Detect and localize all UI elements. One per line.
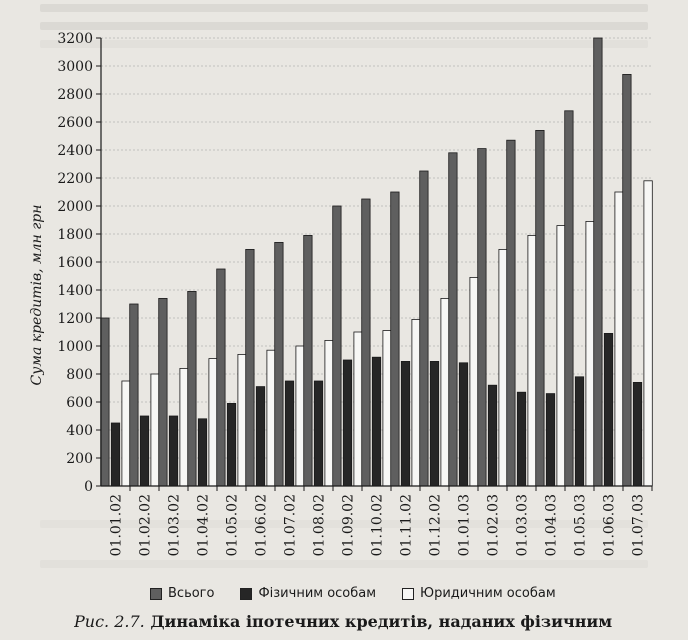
x-tick-label: 01.06.03: [601, 494, 618, 557]
y-tick-label: 2400: [57, 143, 93, 159]
legend-swatch-individuals: [240, 588, 252, 600]
y-tick-label: 2000: [57, 199, 93, 215]
x-tick-label: 01.10.02: [369, 494, 386, 557]
bar-legal: [441, 298, 449, 486]
x-tick-label: 01.09.02: [340, 494, 357, 557]
bar-individuals: [111, 423, 119, 486]
figure-caption: [74, 612, 674, 640]
bar-legal: [412, 319, 420, 486]
bar-legal: [586, 221, 594, 486]
caption-label: Рис. 2.7.: [74, 612, 145, 631]
bar-legal: [267, 350, 275, 486]
bar-total: [304, 235, 312, 486]
bar-total: [188, 291, 196, 486]
x-tick-label: 01.04.02: [195, 494, 212, 557]
y-tick-label: 1800: [57, 227, 93, 243]
bar-legal: [499, 249, 507, 486]
bar-legal: [180, 368, 188, 486]
y-tick-label: 800: [66, 367, 93, 383]
bar-total: [507, 140, 515, 486]
bar-legal: [151, 374, 159, 486]
y-tick-label: 1400: [57, 283, 93, 299]
legend-item-individuals: [240, 586, 376, 601]
bar-individuals: [343, 360, 351, 486]
bar-total: [159, 298, 167, 486]
bar-individuals: [372, 357, 380, 486]
x-tick-label: 01.01.02: [108, 494, 125, 557]
y-tick-label: 3000: [57, 59, 93, 75]
bar-total: [594, 38, 602, 486]
legend-item-total: [150, 586, 214, 601]
y-tick-label: 2200: [57, 171, 93, 187]
bar-individuals: [604, 333, 612, 486]
x-tick-label: 01.01.03: [456, 494, 473, 557]
bar-legal: [122, 381, 130, 486]
x-tick-label: 01.12.02: [427, 494, 444, 557]
bar-individuals: [285, 381, 293, 486]
bar-total: [130, 304, 138, 486]
bar-total: [101, 318, 109, 486]
bar-individuals: [401, 361, 409, 486]
bar-legal: [209, 359, 217, 486]
y-tick-label: 1600: [57, 255, 93, 271]
bar-legal: [354, 332, 362, 486]
bar-legal: [644, 181, 652, 486]
bar-total: [246, 249, 254, 486]
bar-individuals: [314, 381, 322, 486]
bar-individuals: [459, 363, 467, 486]
x-axis-ticks: [109, 486, 653, 556]
bar-total: [333, 206, 341, 486]
bar-total: [420, 171, 428, 486]
bar-individuals: [256, 387, 264, 486]
x-tick-label: 01.04.03: [543, 494, 560, 557]
bar-legal: [615, 192, 623, 486]
x-tick-label: 01.02.02: [137, 494, 154, 557]
bar-total: [449, 153, 457, 486]
legend-label-individuals: Фізичним особам: [258, 586, 377, 601]
y-tick-label: 400: [66, 423, 93, 439]
bar-total: [391, 192, 399, 486]
bar-individuals: [488, 385, 496, 486]
bar-total: [623, 74, 631, 486]
bar-total: [478, 149, 486, 486]
bar-legal: [528, 235, 536, 486]
bar-individuals: [575, 377, 583, 486]
legend-item-legal: [402, 586, 556, 601]
x-tick-label: 01.08.02: [311, 494, 328, 557]
bar-individuals: [546, 394, 554, 486]
x-tick-label: 01.05.03: [572, 494, 589, 557]
legend-label-legal: Юридичним особам: [420, 586, 556, 601]
bar-total: [362, 199, 370, 486]
legend-swatch-legal: [402, 588, 414, 600]
legend: [150, 586, 556, 601]
bar-total: [217, 269, 225, 486]
x-tick-label: 01.06.02: [253, 494, 270, 557]
bar-individuals: [517, 392, 525, 486]
y-tick-label: 0: [84, 479, 93, 495]
y-tick-label: 1200: [57, 311, 93, 327]
bar-legal: [296, 346, 304, 486]
bar-total: [536, 130, 544, 486]
y-tick-label: 1000: [57, 339, 93, 355]
y-axis-label: Сума кредитів, млн грн: [29, 204, 45, 386]
bar-individuals: [430, 361, 438, 486]
y-tick-label: 2600: [57, 115, 93, 131]
x-tick-label: 01.03.02: [166, 494, 183, 557]
bar-total: [565, 111, 573, 486]
bar-legal: [383, 331, 391, 486]
bar-individuals: [140, 416, 148, 486]
x-tick-label: 01.07.02: [282, 494, 299, 557]
y-tick-label: 3200: [57, 31, 93, 47]
x-tick-label: 01.11.02: [398, 494, 415, 557]
bar-legal: [557, 226, 565, 486]
y-tick-label: 600: [66, 395, 93, 411]
bar-individuals: [227, 403, 235, 486]
bars: [101, 38, 653, 486]
legend-swatch-total: [150, 588, 162, 600]
x-tick-label: 01.07.03: [630, 494, 647, 557]
x-tick-label: 01.05.02: [224, 494, 241, 557]
bar-legal: [470, 277, 478, 486]
bar-legal: [238, 354, 246, 486]
x-tick-label: 01.02.03: [485, 494, 502, 557]
bar-legal: [325, 340, 333, 486]
caption-text: Динаміка іпотечних кредитів, наданих фізичним: [150, 612, 613, 631]
bar-individuals: [198, 419, 206, 486]
y-axis-ticks: [57, 31, 101, 495]
x-tick-label: 01.03.03: [514, 494, 531, 557]
y-tick-label: 200: [66, 451, 93, 467]
bar-individuals: [169, 416, 177, 486]
bar-individuals: [633, 382, 641, 486]
bar-total: [275, 242, 283, 486]
legend-label-total: Всього: [168, 586, 215, 601]
y-tick-label: 2800: [57, 87, 93, 103]
